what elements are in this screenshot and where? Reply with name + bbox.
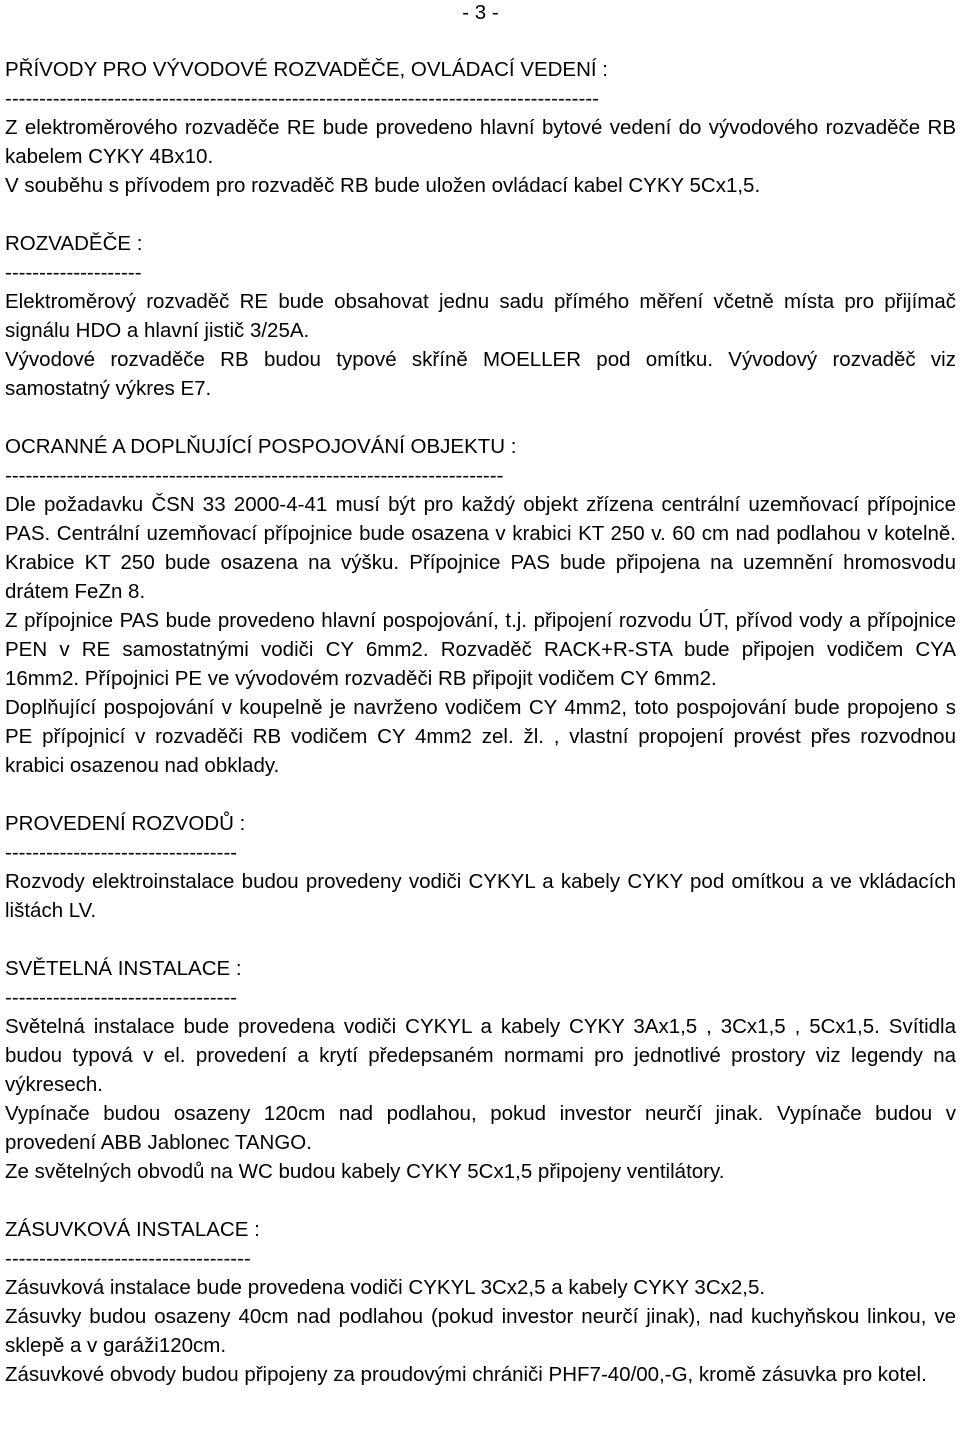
- paragraph: Rozvody elektroinstalace budou provedeny vodiči CYKYL a kabely CYKY pod omítkou a ve vkládacích lištách LV.: [5, 870, 956, 922]
- section-heading: PROVEDENÍ ROZVODŮ :: [5, 812, 246, 835]
- paragraph: Vypínače budou osazeny 120cm nad podlahou, pokud investor neurčí jinak. Vypínače budou v provedení ABB Jablonec TANGO.: [5, 1102, 956, 1154]
- section-heading: OCRANNÉ A DOPLŇUJÍCÍ POSPOJOVÁNÍ OBJEKTU :: [5, 435, 517, 458]
- heading-underline: -------------------------------------------------------------------------: [5, 464, 504, 487]
- section-bonding: [5, 432, 956, 780]
- page-number: - 3 -: [462, 1, 499, 24]
- section-sockets: [5, 1215, 956, 1389]
- section-heading: PŘÍVODY PRO VÝVODOVÉ ROZVADĚČE, OVLÁDACÍ VEDENÍ :: [5, 58, 608, 81]
- paragraph: Vývodové rozvaděče RB budou typové skříně MOELLER pod omítku. Vývodový rozvaděč viz samostatný výkres E7.: [5, 348, 956, 400]
- paragraph: Zásuvková instalace bude provedena vodiči CYKYL 3Cx2,5 a kabely CYKY 3Cx2,5.: [5, 1276, 766, 1299]
- document-page: [5, 0, 956, 1389]
- section-distribution-boards: [5, 229, 956, 403]
- paragraph: Zásuvky budou osazeny 40cm nad podlahou (pokud investor neurčí jinak), nad kuchyňskou linkou, ve sklepě a v garáži120cm.: [5, 1305, 956, 1357]
- paragraph: Dle požadavku ČSN 33 2000-4-41 musí být pro každý objekt zřízena centrální uzemňovací přípojnice PAS. Centrální uzemňovací přípojnice bude osazena v krabici KT 250 v. 60 cm nad podlahou v kotelně. Krabice KT 250 bude osazena na výšku. Přípojnice PAS bude připojena na uzemnění hromosvodu drátem FeZn 8.: [5, 493, 956, 603]
- paragraph: Elektroměrový rozvaděč RE bude obsahovat jednu sadu přímého měření včetně místa pro přijímač signálu HDO a hlavní jistič 3/25A.: [5, 290, 956, 342]
- section-heading: ROZVADĚČE :: [5, 232, 143, 255]
- heading-underline: ---------------------------------------------------------------------------------------: [5, 87, 599, 110]
- paragraph: V souběhu s přívodem pro rozvaděč RB bude uložen ovládací kabel CYKY 5Cx1,5.: [5, 174, 761, 197]
- heading-underline: ------------------------------------: [5, 1247, 251, 1270]
- heading-underline: --------------------: [5, 261, 142, 284]
- paragraph: Z přípojnice PAS bude provedeno hlavní pospojování, t.j. připojení rozvodu ÚT, přívod vody a přípojnice PEN v RE samostatnými vodiči CY 6mm2. Rozvaděč RACK+R-STA bude připojen vodičem CYA 16mm2. Přípojnici PE ve vývodovém rozvaděči RB připojit vodičem CY 6mm2.: [5, 609, 956, 690]
- section-heading: SVĚTELNÁ INSTALACE :: [5, 957, 242, 980]
- section-supply-lines: [5, 55, 956, 200]
- section-wiring: [5, 809, 956, 925]
- paragraph: Zásuvkové obvody budou připojeny za proudovými chrániči PHF7-40/00,-G, kromě zásuvka pro kotel.: [5, 1363, 927, 1386]
- section-lighting: [5, 954, 956, 1186]
- heading-underline: ----------------------------------: [5, 841, 238, 864]
- paragraph: Světelná instalace bude provedena vodiči CYKYL a kabely CYKY 3Ax1,5 , 3Cx1,5 , 5Cx1,5. Svítidla budou typová v el. provedení a krytí předepsaném normami pro jednotlivé prostory viz legendy na výkresech.: [5, 1015, 956, 1096]
- heading-underline: ----------------------------------: [5, 986, 238, 1009]
- paragraph: Doplňující pospojování v koupelně je navrženo vodičem CY 4mm2, toto pospojování bude propojeno s PE přípojnicí v rozvaděči RB vodičem CY 4mm2 zel. žl. , vlastní propojení provést přes rozvodnou krabici osazenou nad obklady.: [5, 696, 956, 777]
- section-heading: ZÁSUVKOVÁ INSTALACE :: [5, 1218, 260, 1241]
- paragraph: Z elektroměrového rozvaděče RE bude provedeno hlavní bytové vedení do vývodového rozvaděče RB kabelem CYKY 4Bx10.: [5, 116, 956, 168]
- paragraph: Ze světelných obvodů na WC budou kabely CYKY 5Cx1,5 připojeny ventilátory.: [5, 1160, 725, 1183]
